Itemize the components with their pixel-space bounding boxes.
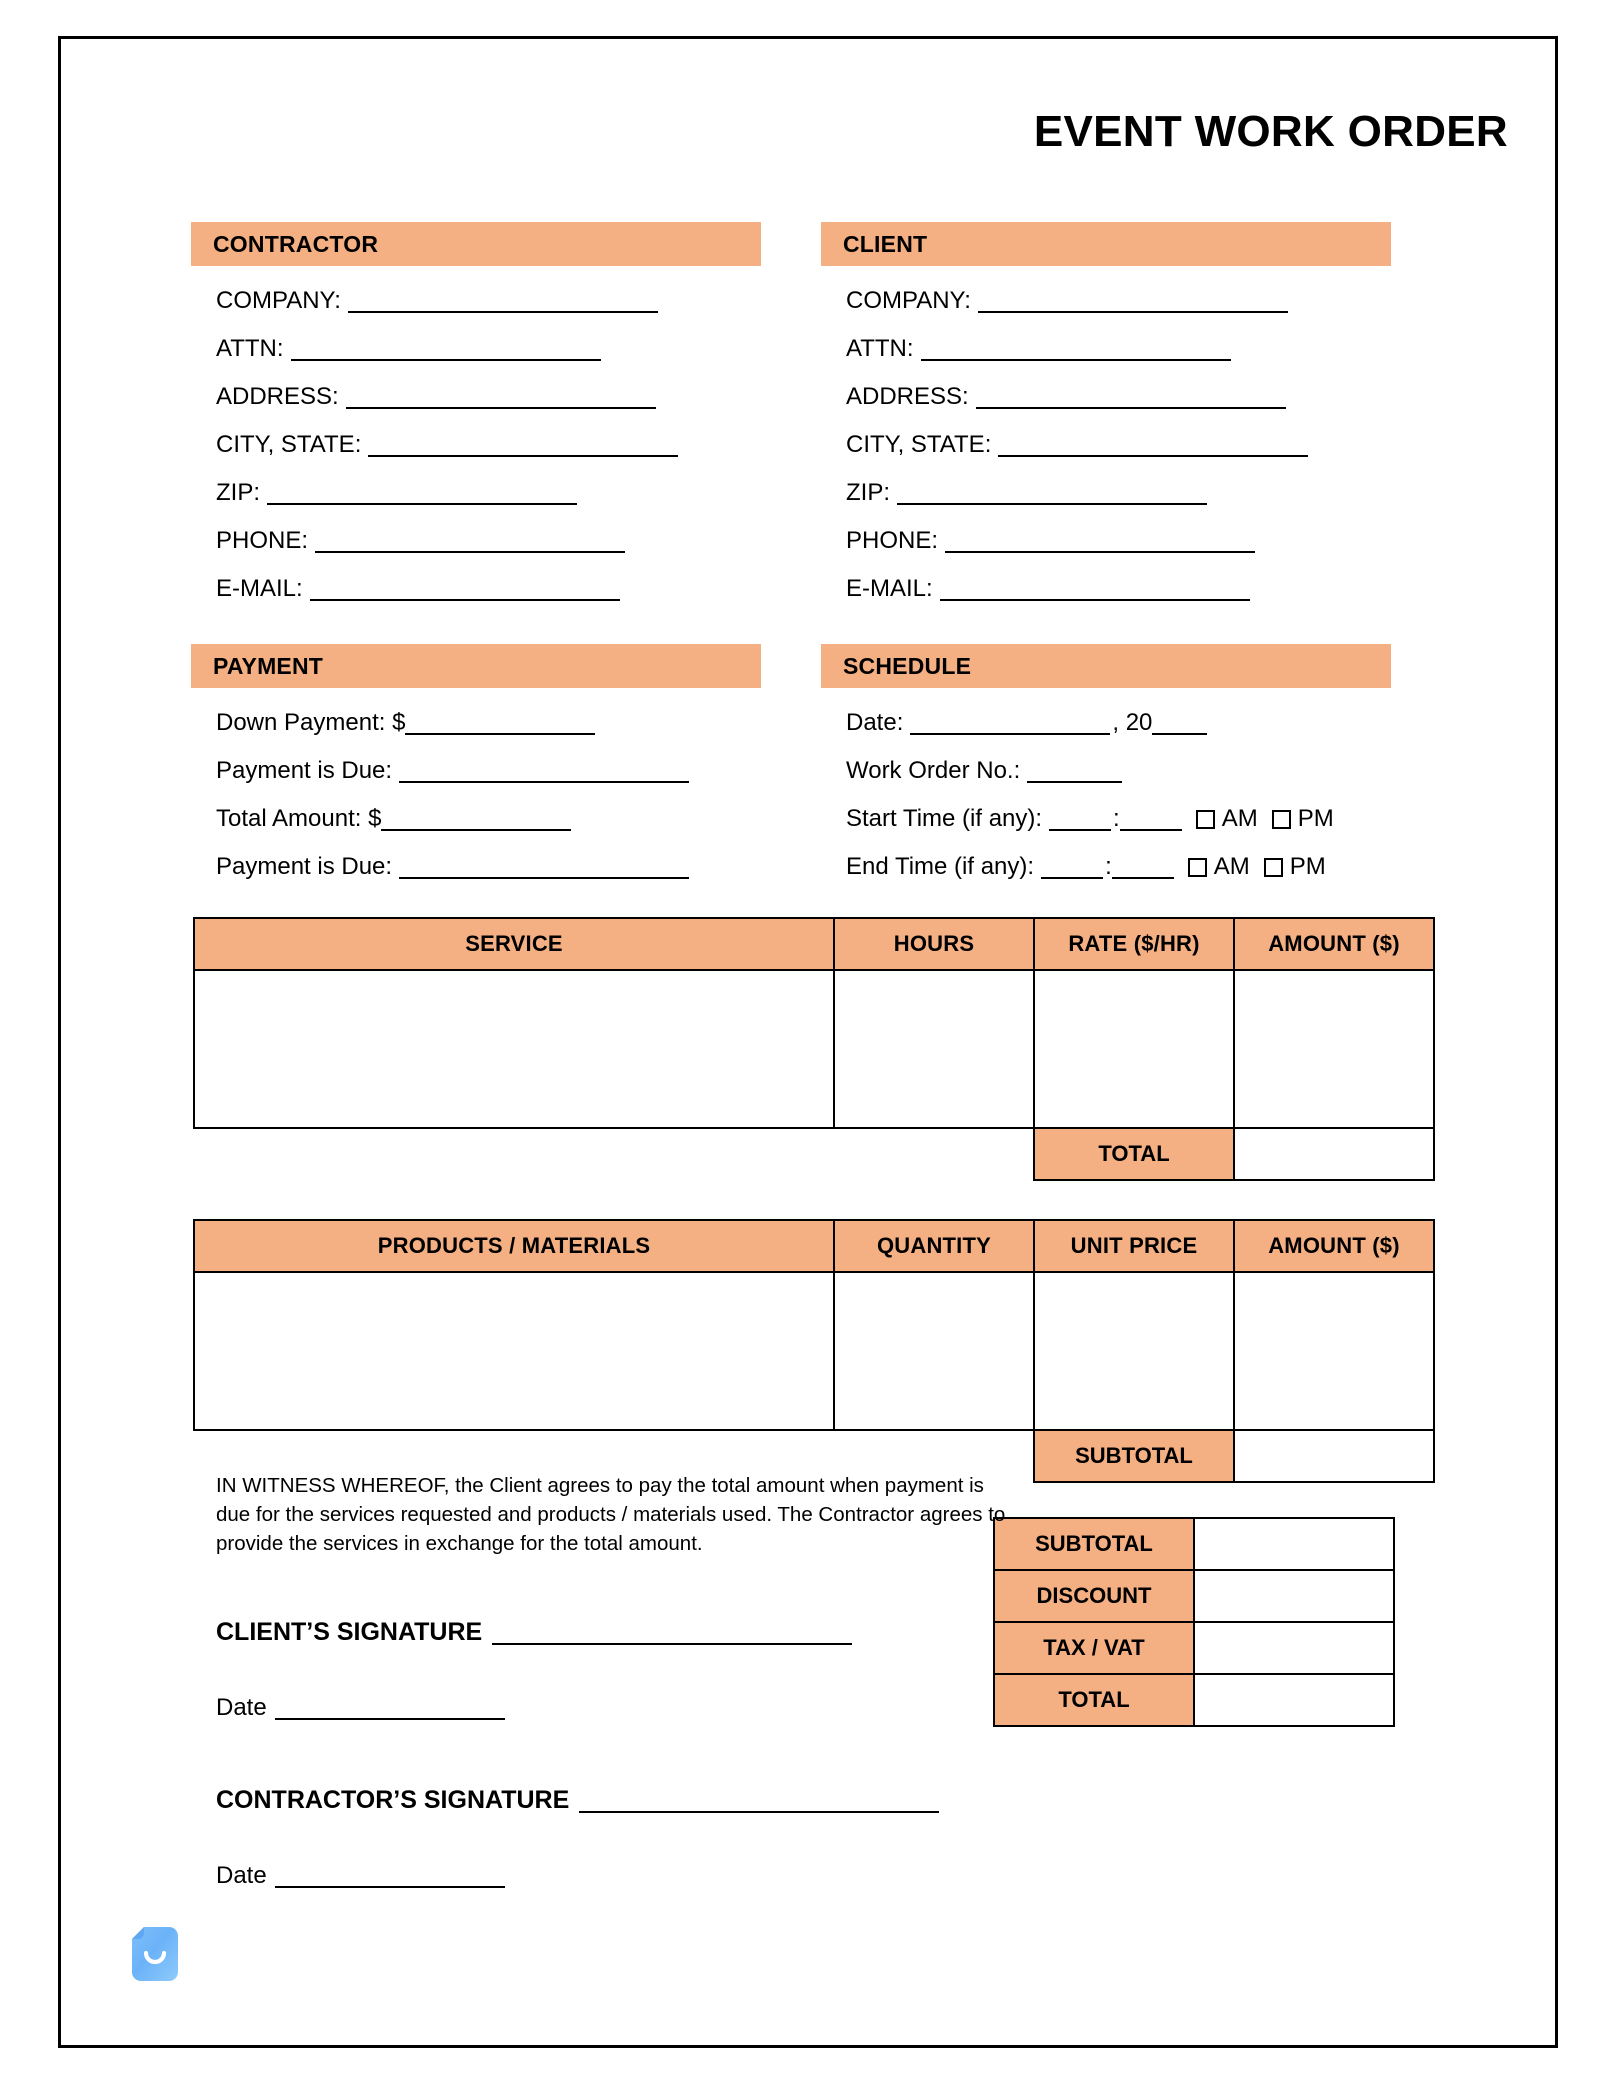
- section-header-contractor: [191, 222, 761, 266]
- client-company-input[interactable]: [978, 288, 1288, 313]
- service-total-label: TOTAL: [1034, 1128, 1234, 1180]
- client-company-row: [846, 279, 1288, 313]
- client-attn-input[interactable]: [921, 336, 1231, 361]
- service-cell-service[interactable]: [194, 970, 834, 1128]
- schedule-start-time-row: [846, 797, 1334, 831]
- service-total-spacer-1: [194, 1128, 834, 1180]
- products-cell-products[interactable]: [194, 1272, 834, 1430]
- schedule-start-am-checkbox[interactable]: [1196, 810, 1215, 829]
- payment-total-amount-label: Total Amount: $: [216, 805, 382, 832]
- products-table-body-row: [194, 1272, 1434, 1430]
- summary-discount-label: DISCOUNT: [994, 1570, 1194, 1622]
- client-address-label: ADDRESS:: [846, 383, 969, 410]
- section-header-payment-label: PAYMENT: [213, 652, 324, 679]
- contractor-signature-date-row: [216, 1852, 505, 1888]
- contractor-phone-label: PHONE:: [216, 527, 309, 554]
- client-attn-row: [846, 327, 1231, 361]
- schedule-end-time-hour-input[interactable]: [1041, 854, 1103, 879]
- schedule-date-input[interactable]: [910, 710, 1110, 735]
- payment-total-amount-row: [216, 797, 571, 831]
- client-email-input[interactable]: [940, 576, 1250, 601]
- client-address-input[interactable]: [976, 384, 1286, 409]
- schedule-work-order-row: [846, 749, 1122, 783]
- contractor-zip-row: [216, 471, 577, 505]
- service-total-value[interactable]: [1234, 1128, 1434, 1180]
- payment-due-label-2: Payment is Due:: [216, 853, 393, 880]
- schedule-end-time-row: [846, 845, 1326, 879]
- client-zip-input[interactable]: [897, 480, 1207, 505]
- contractor-email-label: E-MAIL:: [216, 575, 303, 602]
- service-col-hours: HOURS: [834, 918, 1034, 970]
- service-table: [193, 917, 1435, 1181]
- service-cell-amount[interactable]: [1234, 970, 1434, 1128]
- contractor-attn-row: [216, 327, 601, 361]
- products-col-products: PRODUCTS / MATERIALS: [194, 1220, 834, 1272]
- schedule-end-time-label: End Time (if any):: [846, 853, 1035, 880]
- section-header-contractor-label: CONTRACTOR: [213, 230, 379, 257]
- payment-down-payment-row: [216, 701, 595, 735]
- contractor-attn-label: ATTN:: [216, 335, 284, 362]
- payment-due-input-1[interactable]: [399, 758, 689, 783]
- schedule-start-time-minute-input[interactable]: [1120, 806, 1182, 831]
- section-header-schedule: [821, 644, 1391, 688]
- contractor-email-input[interactable]: [310, 576, 620, 601]
- contractor-address-label: ADDRESS:: [216, 383, 339, 410]
- contractor-attn-input[interactable]: [291, 336, 601, 361]
- payment-total-amount-input[interactable]: [381, 806, 571, 831]
- client-company-label: COMPANY:: [846, 287, 971, 314]
- schedule-end-pm-checkbox[interactable]: [1264, 858, 1283, 877]
- products-col-quantity: QUANTITY: [834, 1220, 1034, 1272]
- schedule-work-order-label: Work Order No.:: [846, 757, 1021, 784]
- service-total-spacer-2: [834, 1128, 1034, 1180]
- payment-due-row-2: [216, 845, 689, 879]
- contractor-zip-label: ZIP:: [216, 479, 261, 506]
- contractor-signature-input[interactable]: [579, 1788, 939, 1813]
- summary-row-total: [994, 1674, 1394, 1726]
- document-body: [61, 39, 1555, 2045]
- products-subtotal-label: SUBTOTAL: [1034, 1430, 1234, 1482]
- document-page: [58, 36, 1558, 2048]
- client-city-state-input[interactable]: [998, 432, 1308, 457]
- schedule-date-label: Date:: [846, 709, 904, 736]
- service-table-body-row: [194, 970, 1434, 1128]
- client-signature-label: CLIENT’S SIGNATURE: [216, 1618, 483, 1646]
- products-cell-quantity[interactable]: [834, 1272, 1034, 1430]
- client-signature-date-label: Date: [216, 1694, 267, 1721]
- summary-total-value[interactable]: [1194, 1674, 1394, 1726]
- summary-row-discount: [994, 1570, 1394, 1622]
- schedule-start-pm-checkbox[interactable]: [1272, 810, 1291, 829]
- client-zip-row: [846, 471, 1207, 505]
- client-phone-label: PHONE:: [846, 527, 939, 554]
- client-signature-row: [216, 1609, 852, 1645]
- contractor-phone-row: [216, 519, 625, 553]
- contractor-signature-date-label: Date: [216, 1862, 267, 1889]
- client-signature-date-row: [216, 1684, 505, 1720]
- payment-down-payment-label: Down Payment: $: [216, 709, 406, 736]
- client-city-state-label: CITY, STATE:: [846, 431, 992, 458]
- schedule-end-pm-label: PM: [1289, 853, 1326, 880]
- schedule-start-time-hour-input[interactable]: [1049, 806, 1111, 831]
- document-smile-logo: [129, 1925, 181, 1983]
- payment-due-input-2[interactable]: [399, 854, 689, 879]
- payment-due-label-1: Payment is Due:: [216, 757, 393, 784]
- products-col-amount: AMOUNT ($): [1234, 1220, 1434, 1272]
- schedule-work-order-input[interactable]: [1027, 758, 1122, 783]
- client-email-label: E-MAIL:: [846, 575, 933, 602]
- summary-total-label: TOTAL: [994, 1674, 1194, 1726]
- products-table-header-row: [194, 1220, 1434, 1272]
- payment-down-payment-input[interactable]: [405, 710, 595, 735]
- summary-row-subtotal: [994, 1518, 1394, 1570]
- contractor-address-row: [216, 375, 656, 409]
- schedule-date-year-input[interactable]: [1152, 710, 1207, 735]
- section-header-client: [821, 222, 1391, 266]
- client-city-state-row: [846, 423, 1308, 457]
- products-cell-unit-price[interactable]: [1034, 1272, 1234, 1430]
- schedule-start-time-separator: :: [1113, 805, 1120, 832]
- client-email-row: [846, 567, 1250, 601]
- schedule-date-year-prefix: , 20: [1112, 709, 1153, 736]
- service-col-service: SERVICE: [194, 918, 834, 970]
- service-col-rate: RATE ($/HR): [1034, 918, 1234, 970]
- contractor-zip-input[interactable]: [267, 480, 577, 505]
- schedule-date-row: [846, 701, 1207, 735]
- products-subtotal-value[interactable]: [1234, 1430, 1434, 1482]
- client-signature-date-input[interactable]: [275, 1695, 505, 1720]
- service-table-total-row: [194, 1128, 1434, 1180]
- service-cell-hours[interactable]: [834, 970, 1034, 1128]
- products-cell-amount[interactable]: [1234, 1272, 1434, 1430]
- section-header-schedule-label: SCHEDULE: [843, 652, 972, 679]
- client-zip-label: ZIP:: [846, 479, 891, 506]
- contractor-signature-row: [216, 1777, 939, 1813]
- contractor-city-state-label: CITY, STATE:: [216, 431, 362, 458]
- contractor-email-row: [216, 567, 620, 601]
- client-phone-input[interactable]: [945, 528, 1255, 553]
- summary-discount-value[interactable]: [1194, 1570, 1394, 1622]
- summary-row-tax: [994, 1622, 1394, 1674]
- client-address-row: [846, 375, 1286, 409]
- client-attn-label: ATTN:: [846, 335, 914, 362]
- summary-subtotal-value[interactable]: [1194, 1518, 1394, 1570]
- service-cell-rate[interactable]: [1034, 970, 1234, 1128]
- contractor-address-input[interactable]: [346, 384, 656, 409]
- schedule-end-time-minute-input[interactable]: [1112, 854, 1174, 879]
- schedule-end-am-label: AM: [1213, 853, 1250, 880]
- schedule-end-time-separator: :: [1105, 853, 1112, 880]
- summary-table: [993, 1517, 1395, 1727]
- contractor-city-state-row: [216, 423, 678, 457]
- witness-clause: IN WITNESS WHEREOF, the Client agrees to pay the total amount when payment is due for the services requested and products / materials used. The Contractor agrees to provide the services in exchange for the total amount.: [216, 1474, 1006, 1556]
- payment-due-row-1: [216, 749, 689, 783]
- schedule-start-am-label: AM: [1221, 805, 1258, 832]
- contractor-company-label: COMPANY:: [216, 287, 341, 314]
- schedule-start-time-label: Start Time (if any):: [846, 805, 1043, 832]
- schedule-start-pm-label: PM: [1297, 805, 1334, 832]
- page-title: EVENT WORK ORDER: [1033, 107, 1508, 156]
- section-header-client-label: CLIENT: [843, 230, 928, 257]
- contractor-signature-label: CONTRACTOR’S SIGNATURE: [216, 1786, 570, 1814]
- summary-tax-label: TAX / VAT: [994, 1622, 1194, 1674]
- section-header-payment: [191, 644, 761, 688]
- service-col-amount: AMOUNT ($): [1234, 918, 1434, 970]
- summary-tax-value[interactable]: [1194, 1622, 1394, 1674]
- contractor-company-row: [216, 279, 658, 313]
- service-table-header-row: [194, 918, 1434, 970]
- summary-subtotal-label: SUBTOTAL: [994, 1518, 1194, 1570]
- contractor-signature-date-input[interactable]: [275, 1863, 505, 1888]
- products-table: [193, 1219, 1435, 1483]
- client-signature-input[interactable]: [492, 1620, 852, 1645]
- products-col-unit-price: UNIT PRICE: [1034, 1220, 1234, 1272]
- contractor-city-state-input[interactable]: [368, 432, 678, 457]
- client-phone-row: [846, 519, 1255, 553]
- contractor-phone-input[interactable]: [315, 528, 625, 553]
- schedule-end-am-checkbox[interactable]: [1188, 858, 1207, 877]
- contractor-company-input[interactable]: [348, 288, 658, 313]
